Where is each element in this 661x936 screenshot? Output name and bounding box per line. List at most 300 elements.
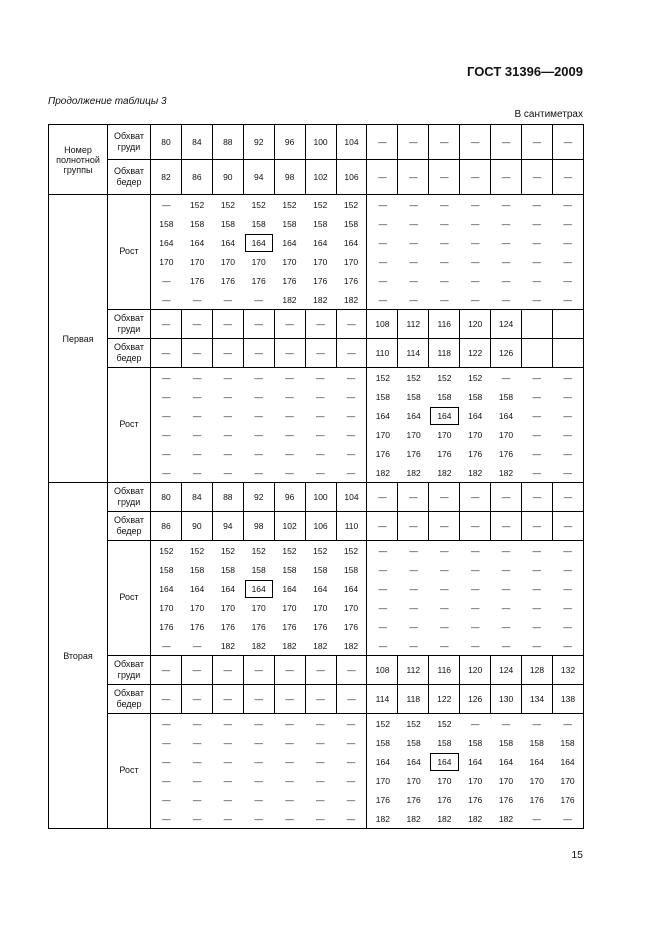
height-cell: 164 xyxy=(313,583,328,594)
height-cell: — xyxy=(192,391,202,402)
height-cell: 164 xyxy=(560,756,575,767)
height-cell: — xyxy=(315,372,325,383)
height-cell: 152 xyxy=(375,718,390,729)
height-cell: — xyxy=(532,448,541,459)
height-cell: — xyxy=(563,602,572,613)
height-cell: — xyxy=(378,256,388,267)
height-cell: — xyxy=(470,602,480,613)
height-cell: — xyxy=(346,467,356,478)
height-cell: — xyxy=(223,756,233,767)
value-cell: — xyxy=(398,512,429,541)
height-cell: — xyxy=(223,372,233,383)
height-cell: 164 xyxy=(468,756,483,767)
height-cell: 158 xyxy=(375,737,390,748)
height-cell: — xyxy=(532,545,541,556)
height-cell: — xyxy=(440,256,449,267)
value-cell: 106 xyxy=(336,160,367,195)
height-cell: — xyxy=(501,621,511,632)
height-cell: — xyxy=(532,564,541,575)
height-cell: 152 xyxy=(251,199,266,210)
height-cell: 170 xyxy=(375,775,390,786)
height-cell: — xyxy=(223,294,233,305)
value-cell: 106 xyxy=(305,512,336,541)
height-cell: — xyxy=(563,718,572,729)
value-cell: 96 xyxy=(274,483,305,512)
value-cell: 86 xyxy=(181,160,212,195)
height-cell: — xyxy=(162,737,171,748)
height-cell: — xyxy=(378,564,388,575)
height-cell: 170 xyxy=(560,775,575,786)
value-cell: 108 xyxy=(367,656,398,685)
height-cell: — xyxy=(563,429,572,440)
height-cell: 164 xyxy=(282,583,297,594)
height-cell: — xyxy=(223,448,233,459)
value-cell: — xyxy=(274,339,305,368)
value-cell: — xyxy=(429,160,460,195)
height-cell: — xyxy=(440,275,449,286)
height-cell: 176 xyxy=(406,794,421,805)
value-cell: — xyxy=(552,483,583,512)
value-cell: — xyxy=(460,125,491,160)
height-cell: — xyxy=(162,794,171,805)
height-cell: 182 xyxy=(437,813,452,824)
height-cell: — xyxy=(563,564,572,575)
height-cell: — xyxy=(285,813,294,824)
height-cell: — xyxy=(254,813,263,824)
height-cell: — xyxy=(254,294,263,305)
height-cell: — xyxy=(378,275,388,286)
height-cell: 158 xyxy=(251,218,266,229)
height-cell: 170 xyxy=(343,602,359,613)
value-cell: — xyxy=(491,483,522,512)
height-cell: — xyxy=(285,756,294,767)
height-cell: — xyxy=(563,583,572,594)
height-cell: — xyxy=(563,256,572,267)
height-cell: 158 xyxy=(437,391,452,402)
height-cell: — xyxy=(501,564,511,575)
height-cell: — xyxy=(254,372,263,383)
value-cell: 110 xyxy=(367,339,398,368)
height-cell: — xyxy=(532,256,541,267)
height-cell: — xyxy=(470,640,480,651)
height-cell: — xyxy=(315,467,325,478)
value-cell: 102 xyxy=(305,160,336,195)
height-cell: 164 xyxy=(406,756,421,767)
value-cell: 124 xyxy=(491,656,522,685)
height-cell: — xyxy=(192,294,202,305)
height-cell: 152 xyxy=(251,545,266,556)
height-cell: 164 xyxy=(498,410,514,421)
value-cell: — xyxy=(274,656,305,685)
height-cell: 170 xyxy=(251,256,266,267)
height-cell: 158 xyxy=(313,218,328,229)
height-cell xyxy=(429,752,460,771)
height-cell: — xyxy=(532,237,541,248)
height-cell: — xyxy=(192,429,202,440)
group2-chest2-label: Обхват груди xyxy=(108,656,151,685)
height-cell: — xyxy=(346,775,356,786)
height-cell: — xyxy=(254,737,263,748)
height-cell: 176 xyxy=(406,448,421,459)
value-cell: 108 xyxy=(367,310,398,339)
height-cell: — xyxy=(470,256,480,267)
height-cell: 182 xyxy=(343,640,359,651)
value-cell: — xyxy=(305,656,336,685)
height-cell: — xyxy=(315,737,325,748)
value-cell: — xyxy=(305,339,336,368)
height-cell: 170 xyxy=(437,429,452,440)
height-cell: 170 xyxy=(159,602,174,613)
value-cell: — xyxy=(243,656,274,685)
height-cell: — xyxy=(346,391,356,402)
height-cell: 182 xyxy=(498,813,514,824)
height-cell: 164 xyxy=(343,237,359,248)
height-cell: — xyxy=(162,448,171,459)
height-cell: 152 xyxy=(468,372,483,383)
value-cell: 88 xyxy=(212,125,243,160)
height-cell: — xyxy=(285,737,294,748)
height-cell: 176 xyxy=(560,794,575,805)
height-cell: — xyxy=(162,813,171,824)
height-cell: 164 xyxy=(159,237,174,248)
height-cell: 176 xyxy=(437,448,452,459)
height-cell: — xyxy=(532,410,541,421)
height-cell: 164 xyxy=(220,237,235,248)
height-cell: 170 xyxy=(406,429,421,440)
height-cell: — xyxy=(501,718,511,729)
height-cell xyxy=(243,579,274,598)
base-height-box: 164 xyxy=(245,234,273,252)
height-cell: 158 xyxy=(468,737,483,748)
height-cell: — xyxy=(192,410,202,421)
height-cell: — xyxy=(470,545,480,556)
height-cell: — xyxy=(563,467,572,478)
height-cell: 176 xyxy=(251,621,266,632)
height-cell: — xyxy=(254,794,263,805)
height-cell: — xyxy=(563,410,572,421)
height-cell: 152 xyxy=(313,199,328,210)
height-cell: 176 xyxy=(190,275,205,286)
value-cell: — xyxy=(243,685,274,714)
height-cell: — xyxy=(378,602,388,613)
height-cell: — xyxy=(378,199,388,210)
value-cell: 80 xyxy=(151,125,182,160)
height-cell: — xyxy=(501,602,511,613)
value-cell: — xyxy=(336,339,367,368)
height-cell: 158 xyxy=(498,737,514,748)
value-cell: 96 xyxy=(274,125,305,160)
value-cell: — xyxy=(274,310,305,339)
value-cell: — xyxy=(367,483,398,512)
value-cell: 128 xyxy=(522,656,553,685)
height-cell: 170 xyxy=(343,256,359,267)
height-cell: 152 xyxy=(437,718,452,729)
height-cell: 176 xyxy=(375,794,390,805)
height-cell: 158 xyxy=(498,391,514,402)
value-cell: 98 xyxy=(243,512,274,541)
height-cell: 158 xyxy=(220,218,235,229)
value-cell: — xyxy=(367,125,398,160)
group2-heights-block2 xyxy=(367,714,584,829)
value-cell: 120 xyxy=(460,656,491,685)
value-cell: — xyxy=(429,483,460,512)
height-cell: — xyxy=(346,429,356,440)
height-cell: 170 xyxy=(282,256,297,267)
height-cell: 176 xyxy=(468,448,483,459)
height-cell: 164 xyxy=(220,583,235,594)
height-cell: — xyxy=(192,756,202,767)
value-cell: 114 xyxy=(398,339,429,368)
value-cell: — xyxy=(336,656,367,685)
value-cell: — xyxy=(151,656,182,685)
height-cell: 176 xyxy=(437,794,452,805)
height-cell: 158 xyxy=(437,737,452,748)
value-cell: 112 xyxy=(398,656,429,685)
height-cell: 170 xyxy=(468,429,483,440)
height-cell: — xyxy=(532,294,541,305)
height-cell: — xyxy=(409,564,418,575)
value-cell: — xyxy=(181,685,212,714)
height-cell: 176 xyxy=(498,794,514,805)
height-cell: — xyxy=(315,794,325,805)
height-cell: — xyxy=(440,602,449,613)
height-cell: 176 xyxy=(159,621,174,632)
height-cell: — xyxy=(162,199,171,210)
height-cell: 170 xyxy=(313,602,328,613)
height-cell: — xyxy=(254,467,263,478)
value-cell: 126 xyxy=(460,685,491,714)
height-cell: — xyxy=(378,621,388,632)
height-cell: 176 xyxy=(220,275,235,286)
height-cell: — xyxy=(470,583,480,594)
height-cell: — xyxy=(409,218,418,229)
group2-height-label-1: Рост xyxy=(108,541,151,656)
height-cell: — xyxy=(378,583,388,594)
height-cell: — xyxy=(532,467,541,478)
value-cell: — xyxy=(491,125,522,160)
value-cell: 100 xyxy=(305,483,336,512)
height-cell: 170 xyxy=(498,429,514,440)
height-cell: 158 xyxy=(190,564,205,575)
height-cell: — xyxy=(223,410,233,421)
group2-right-block1 xyxy=(367,541,584,656)
height-cell: 170 xyxy=(437,775,452,786)
group1-heights-block2 xyxy=(367,368,584,483)
height-cell: 182 xyxy=(343,294,359,305)
value-cell xyxy=(552,339,583,368)
group2-hips2-row xyxy=(49,685,584,714)
value-cell: 104 xyxy=(336,483,367,512)
height-cell: — xyxy=(223,429,233,440)
height-cell: — xyxy=(409,545,418,556)
height-cell: — xyxy=(501,237,511,248)
value-cell: — xyxy=(305,685,336,714)
value-cell: 116 xyxy=(429,656,460,685)
height-cell: — xyxy=(285,429,294,440)
height-cell: 164 xyxy=(343,583,359,594)
group1-height-label-2: Рост xyxy=(108,368,151,483)
height-cell: 176 xyxy=(282,275,297,286)
height-cell: 182 xyxy=(251,640,266,651)
height-cell: 158 xyxy=(190,218,205,229)
height-cell: 176 xyxy=(375,448,390,459)
value-cell: — xyxy=(552,512,583,541)
value-cell: 138 xyxy=(552,685,583,714)
height-cell: 158 xyxy=(282,218,297,229)
height-cell: — xyxy=(285,467,294,478)
height-cell: — xyxy=(378,545,388,556)
height-cell: 152 xyxy=(190,199,205,210)
group-name-first: Первая xyxy=(49,195,108,483)
height-cell: — xyxy=(409,621,418,632)
height-cell: 170 xyxy=(220,602,235,613)
value-cell: 92 xyxy=(243,125,274,160)
height-cell: 176 xyxy=(251,275,266,286)
group-number-header: Номер полнотной группы xyxy=(49,125,108,195)
value-cell: — xyxy=(181,656,212,685)
height-cell: — xyxy=(440,545,449,556)
height-cell: — xyxy=(532,718,541,729)
height-cell: — xyxy=(532,621,541,632)
height-cell: — xyxy=(532,640,541,651)
height-cell: — xyxy=(440,583,449,594)
height-cell: — xyxy=(162,718,171,729)
height-cell: — xyxy=(285,410,294,421)
height-cell: 158 xyxy=(529,737,544,748)
value-cell: — xyxy=(336,310,367,339)
height-cell: — xyxy=(409,237,418,248)
group1-chest-row xyxy=(49,310,584,339)
height-cell: 182 xyxy=(282,640,297,651)
value-cell: — xyxy=(460,483,491,512)
height-cell: — xyxy=(254,391,263,402)
height-cell: — xyxy=(162,467,171,478)
height-cell: 158 xyxy=(159,564,174,575)
height-cell: — xyxy=(440,621,449,632)
height-cell: 182 xyxy=(468,467,483,478)
height-cell: — xyxy=(223,718,233,729)
height-cell: — xyxy=(254,429,263,440)
height-cell: — xyxy=(532,218,541,229)
height-cell: 158 xyxy=(343,564,359,575)
value-cell: — xyxy=(181,339,212,368)
height-cell: — xyxy=(532,429,541,440)
height-cell: — xyxy=(409,199,418,210)
group1-chest-label: Обхват груди xyxy=(108,310,151,339)
height-cell: — xyxy=(346,737,356,748)
height-cell: 152 xyxy=(343,545,359,556)
height-cell: — xyxy=(192,813,202,824)
height-cell: 164 xyxy=(159,583,174,594)
group1-height-block2 xyxy=(49,368,584,483)
height-cell: — xyxy=(563,391,572,402)
height-cell: — xyxy=(192,794,202,805)
height-cell: 158 xyxy=(313,564,328,575)
value-cell: 100 xyxy=(305,125,336,160)
height-cell: 164 xyxy=(498,756,514,767)
height-cell: — xyxy=(378,294,388,305)
group2-hips-label: Обхват бедер xyxy=(108,512,151,541)
height-cell: 182 xyxy=(313,294,328,305)
value-cell: 122 xyxy=(429,685,460,714)
height-cell: 164 xyxy=(529,756,544,767)
height-cell: — xyxy=(346,718,356,729)
height-cell: — xyxy=(501,218,511,229)
height-cell: — xyxy=(470,218,480,229)
height-cell: — xyxy=(501,294,511,305)
height-cell: 158 xyxy=(159,218,174,229)
value-cell: — xyxy=(522,512,553,541)
standard-number: ГОСТ 31396—2009 xyxy=(467,64,583,79)
height-cell: — xyxy=(378,640,388,651)
base-height-box: 164 xyxy=(430,407,458,425)
height-cell: 170 xyxy=(468,775,483,786)
height-cell: — xyxy=(346,794,356,805)
group1-height-block1 xyxy=(49,195,584,310)
height-cell xyxy=(429,406,460,425)
height-cell: 164 xyxy=(375,410,390,421)
height-cell: 170 xyxy=(190,256,205,267)
value-cell: — xyxy=(522,160,553,195)
height-cell: — xyxy=(192,737,202,748)
height-cell: — xyxy=(285,391,294,402)
height-cell: 164 xyxy=(406,410,421,421)
height-cell: — xyxy=(162,756,171,767)
height-cell: — xyxy=(563,640,572,651)
height-cell: — xyxy=(440,237,449,248)
group2-left-block2 xyxy=(151,714,367,829)
height-cell: 176 xyxy=(313,275,328,286)
height-cell: — xyxy=(470,199,480,210)
height-cell: — xyxy=(440,564,449,575)
height-cell: — xyxy=(223,813,233,824)
height-cell: — xyxy=(254,448,263,459)
height-cell: 170 xyxy=(282,602,297,613)
value-cell: — xyxy=(243,310,274,339)
value-cell: 112 xyxy=(398,310,429,339)
value-cell: 84 xyxy=(181,483,212,512)
height-cell: — xyxy=(346,756,356,767)
height-cell: — xyxy=(409,640,418,651)
value-cell: 94 xyxy=(212,512,243,541)
height-cell: 170 xyxy=(529,775,544,786)
group1-right-block1 xyxy=(367,195,584,310)
height-cell: — xyxy=(532,199,541,210)
height-cell xyxy=(243,233,274,252)
height-cell: — xyxy=(409,275,418,286)
group2-chest-row xyxy=(49,483,584,512)
height-cell: — xyxy=(563,813,572,824)
height-cell: — xyxy=(223,794,233,805)
value-cell: — xyxy=(336,685,367,714)
height-cell: 158 xyxy=(560,737,575,748)
height-cell: 164 xyxy=(190,237,205,248)
height-cell: — xyxy=(532,391,541,402)
group2-hips2-label: Обхват бедер xyxy=(108,685,151,714)
height-cell: 158 xyxy=(406,737,421,748)
height-cell: — xyxy=(162,775,171,786)
height-cell: — xyxy=(440,199,449,210)
height-cell: — xyxy=(315,813,325,824)
height-cell: — xyxy=(285,775,294,786)
height-cell: — xyxy=(315,391,325,402)
height-cell: — xyxy=(285,448,294,459)
value-cell: 118 xyxy=(398,685,429,714)
value-cell: 98 xyxy=(274,160,305,195)
height-cell: — xyxy=(532,583,541,594)
height-cell: — xyxy=(192,775,202,786)
height-cell: 182 xyxy=(406,467,421,478)
